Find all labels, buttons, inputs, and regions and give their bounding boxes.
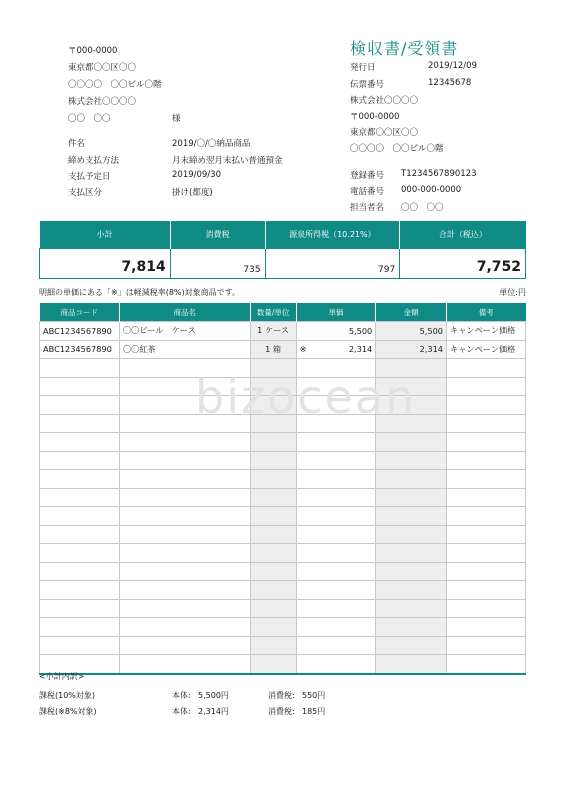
empty-cell [376, 433, 447, 452]
unit-price [296, 322, 376, 341]
empty-cell [40, 636, 120, 655]
recipient-address1: 東京都〇〇区〇〇 [68, 63, 137, 73]
issuer-address1: 東京都〇〇区〇〇 [350, 128, 419, 138]
unit-note: 単位:円 [499, 288, 526, 297]
empty-cell [250, 544, 296, 563]
summary-header: 小計 [40, 221, 171, 249]
empty-cell [376, 581, 447, 600]
empty-cell [119, 507, 250, 526]
empty-cell [250, 562, 296, 581]
empty-cell [447, 525, 526, 544]
empty-cell [376, 507, 447, 526]
empty-cell [447, 562, 526, 581]
term-label: 締め支払方法 [68, 156, 120, 166]
staff-label: 担当者名 [350, 203, 385, 213]
table-row [40, 470, 526, 489]
amount: 2,314 [376, 340, 447, 359]
staff-name: 〇〇 〇〇 [401, 203, 444, 213]
empty-cell [119, 618, 250, 637]
phone-number: 000-000-0000 [401, 185, 462, 195]
empty-cell [250, 451, 296, 470]
slip-number: 12345678 [428, 78, 472, 88]
empty-cell [296, 451, 376, 470]
empty-cell [447, 507, 526, 526]
term-label: 件名 [68, 139, 86, 149]
detail-header: 商品名 [119, 303, 250, 322]
empty-cell [40, 396, 120, 415]
empty-cell [40, 377, 120, 396]
empty-cell [447, 470, 526, 489]
table-row [40, 581, 526, 600]
empty-cell [296, 655, 376, 674]
recipient-honorific: 様 [172, 114, 181, 124]
product-name: 〇〇ビール ケース [119, 322, 250, 341]
empty-cell [447, 488, 526, 507]
detail-header: 備考 [447, 303, 526, 322]
issuer-postal: 〒000-0000 [350, 112, 400, 122]
empty-cell [40, 433, 120, 452]
detail-header: 単価 [296, 303, 376, 322]
empty-cell [119, 544, 250, 563]
empty-cell [119, 488, 250, 507]
empty-cell [296, 636, 376, 655]
empty-cell [40, 581, 120, 600]
empty-cell [250, 655, 296, 674]
term-label: 支払予定日 [68, 172, 111, 182]
unit-price-value: 5,500 [348, 325, 373, 336]
empty-cell [40, 359, 120, 378]
breakdown-base: 5,500円 [198, 691, 229, 700]
empty-cell [40, 507, 120, 526]
empty-cell [250, 636, 296, 655]
breakdown-label: 課税(※8%対象) [39, 707, 97, 716]
empty-cell [119, 433, 250, 452]
empty-cell [447, 581, 526, 600]
empty-cell [376, 544, 447, 563]
detail-header: 金額 [376, 303, 447, 322]
table-row [40, 636, 526, 655]
empty-cell [40, 470, 120, 489]
empty-cell [40, 562, 120, 581]
watermark-logo: bizocean [195, 370, 417, 424]
reduced-rate-note: 明細の単価にある「※」は軽減税率(8%)対象商品です。 [39, 288, 240, 297]
empty-cell [40, 525, 120, 544]
document-title: 検収書/受領書 [350, 39, 459, 58]
empty-cell [250, 618, 296, 637]
term-value: 2019/〇/〇納品商品 [172, 139, 251, 149]
breakdown-label: 課税(10%対象) [39, 691, 96, 700]
breakdown-tax: 185円 [302, 707, 326, 716]
empty-cell [447, 359, 526, 378]
empty-cell [40, 414, 120, 433]
slip-number-label: 伝票番号 [350, 80, 385, 90]
breakdown-base-label: 本体: [172, 691, 191, 700]
empty-cell [296, 470, 376, 489]
table-row [40, 507, 526, 526]
empty-cell [447, 414, 526, 433]
term-label: 支払区分 [68, 188, 103, 198]
empty-cell [296, 618, 376, 637]
product-name: 〇〇紅茶 [119, 340, 250, 359]
empty-cell [447, 655, 526, 674]
withholding-tax-value: 797 [265, 249, 400, 279]
product-code: ABC1234567890 [40, 322, 120, 341]
empty-cell [119, 562, 250, 581]
recipient-person: 〇〇 〇〇 [68, 114, 111, 124]
recipient-postal: 〒000-0000 [68, 46, 118, 56]
reduced-rate-mark: ※ [299, 344, 307, 355]
remarks: キャンペーン価格 [447, 340, 526, 359]
empty-cell [376, 562, 447, 581]
subtotal-value: 7,814 [40, 249, 171, 279]
quantity: 1 ケース [250, 322, 296, 341]
issuer-address2: 〇〇〇〇 〇〇ビル〇階 [350, 144, 444, 154]
recipient-company: 株式会社〇〇〇〇 [68, 97, 137, 107]
empty-cell [250, 433, 296, 452]
empty-cell [296, 488, 376, 507]
summary-header: 合計（税込） [400, 221, 526, 249]
unit-price-value: 2,314 [348, 344, 373, 355]
issue-date: 2019/12/09 [428, 61, 477, 71]
term-value: 2019/09/30 [172, 170, 221, 180]
empty-cell [376, 451, 447, 470]
empty-cell [376, 470, 447, 489]
empty-cell [376, 599, 447, 618]
empty-cell [250, 488, 296, 507]
empty-cell [40, 451, 120, 470]
summary-header: 源泉所得税（10.21%） [265, 221, 400, 249]
empty-cell [40, 618, 120, 637]
table-row [40, 618, 526, 637]
empty-cell [376, 525, 447, 544]
quantity: 1 箱 [250, 340, 296, 359]
empty-cell [250, 470, 296, 489]
empty-cell [119, 581, 250, 600]
empty-cell [250, 599, 296, 618]
recipient-address2: 〇〇〇〇 〇〇ビル〇階 [68, 80, 162, 90]
empty-cell [447, 451, 526, 470]
empty-cell [376, 488, 447, 507]
table-row [40, 544, 526, 563]
breakdown-base: 2,314円 [198, 707, 229, 716]
empty-cell [40, 488, 120, 507]
summary-table [39, 221, 526, 279]
empty-cell [119, 451, 250, 470]
empty-cell [447, 636, 526, 655]
empty-cell [447, 433, 526, 452]
detail-header: 数量/単位 [250, 303, 296, 322]
amount: 5,500 [376, 322, 447, 341]
breakdown-tax-label: 消費税: [268, 691, 295, 700]
table-row [40, 340, 526, 359]
table-row [40, 322, 526, 341]
issuer-company: 株式会社〇〇〇〇 [350, 96, 419, 106]
detail-table [39, 303, 526, 675]
empty-cell [296, 525, 376, 544]
term-value: 掛け(都度) [172, 188, 213, 198]
phone-label: 電話番号 [350, 187, 385, 197]
breakdown-tax-label: 消費税: [268, 707, 295, 716]
unit-price [296, 340, 376, 359]
empty-cell [250, 525, 296, 544]
empty-cell [296, 544, 376, 563]
breakdown-tax: 550円 [302, 691, 326, 700]
empty-cell [250, 507, 296, 526]
detail-header: 商品コード [40, 303, 120, 322]
empty-cell [447, 599, 526, 618]
empty-cell [376, 618, 447, 637]
empty-cell [250, 581, 296, 600]
empty-cell [296, 562, 376, 581]
empty-cell [119, 470, 250, 489]
empty-cell [296, 507, 376, 526]
registration-number: T1234567890123 [401, 169, 477, 179]
breakdown-base-label: 本体: [172, 707, 191, 716]
empty-cell [376, 636, 447, 655]
empty-cell [447, 396, 526, 415]
consumption-tax-value: 735 [170, 249, 265, 279]
empty-cell [296, 433, 376, 452]
total-value: 7,752 [400, 249, 526, 279]
empty-cell [119, 655, 250, 674]
empty-cell [376, 655, 447, 674]
empty-cell [119, 636, 250, 655]
empty-cell [447, 618, 526, 637]
table-row [40, 451, 526, 470]
empty-cell [119, 525, 250, 544]
table-row [40, 599, 526, 618]
empty-cell [40, 544, 120, 563]
issue-date-label: 発行日 [350, 63, 376, 73]
table-row [40, 488, 526, 507]
empty-cell [296, 599, 376, 618]
table-row [40, 525, 526, 544]
term-value: 月末締め翌月末払い普通預金 [172, 156, 283, 166]
remarks: キャンペーン価格 [447, 322, 526, 341]
empty-cell [40, 599, 120, 618]
empty-cell [447, 377, 526, 396]
product-code: ABC1234567890 [40, 340, 120, 359]
summary-header: 消費税 [170, 221, 265, 249]
table-row [40, 562, 526, 581]
breakdown-title: <小計内訳> [39, 672, 85, 681]
table-row [40, 655, 526, 674]
empty-cell [447, 544, 526, 563]
empty-cell [119, 599, 250, 618]
table-row [40, 433, 526, 452]
empty-cell [296, 581, 376, 600]
registration-label: 登録番号 [350, 171, 385, 181]
